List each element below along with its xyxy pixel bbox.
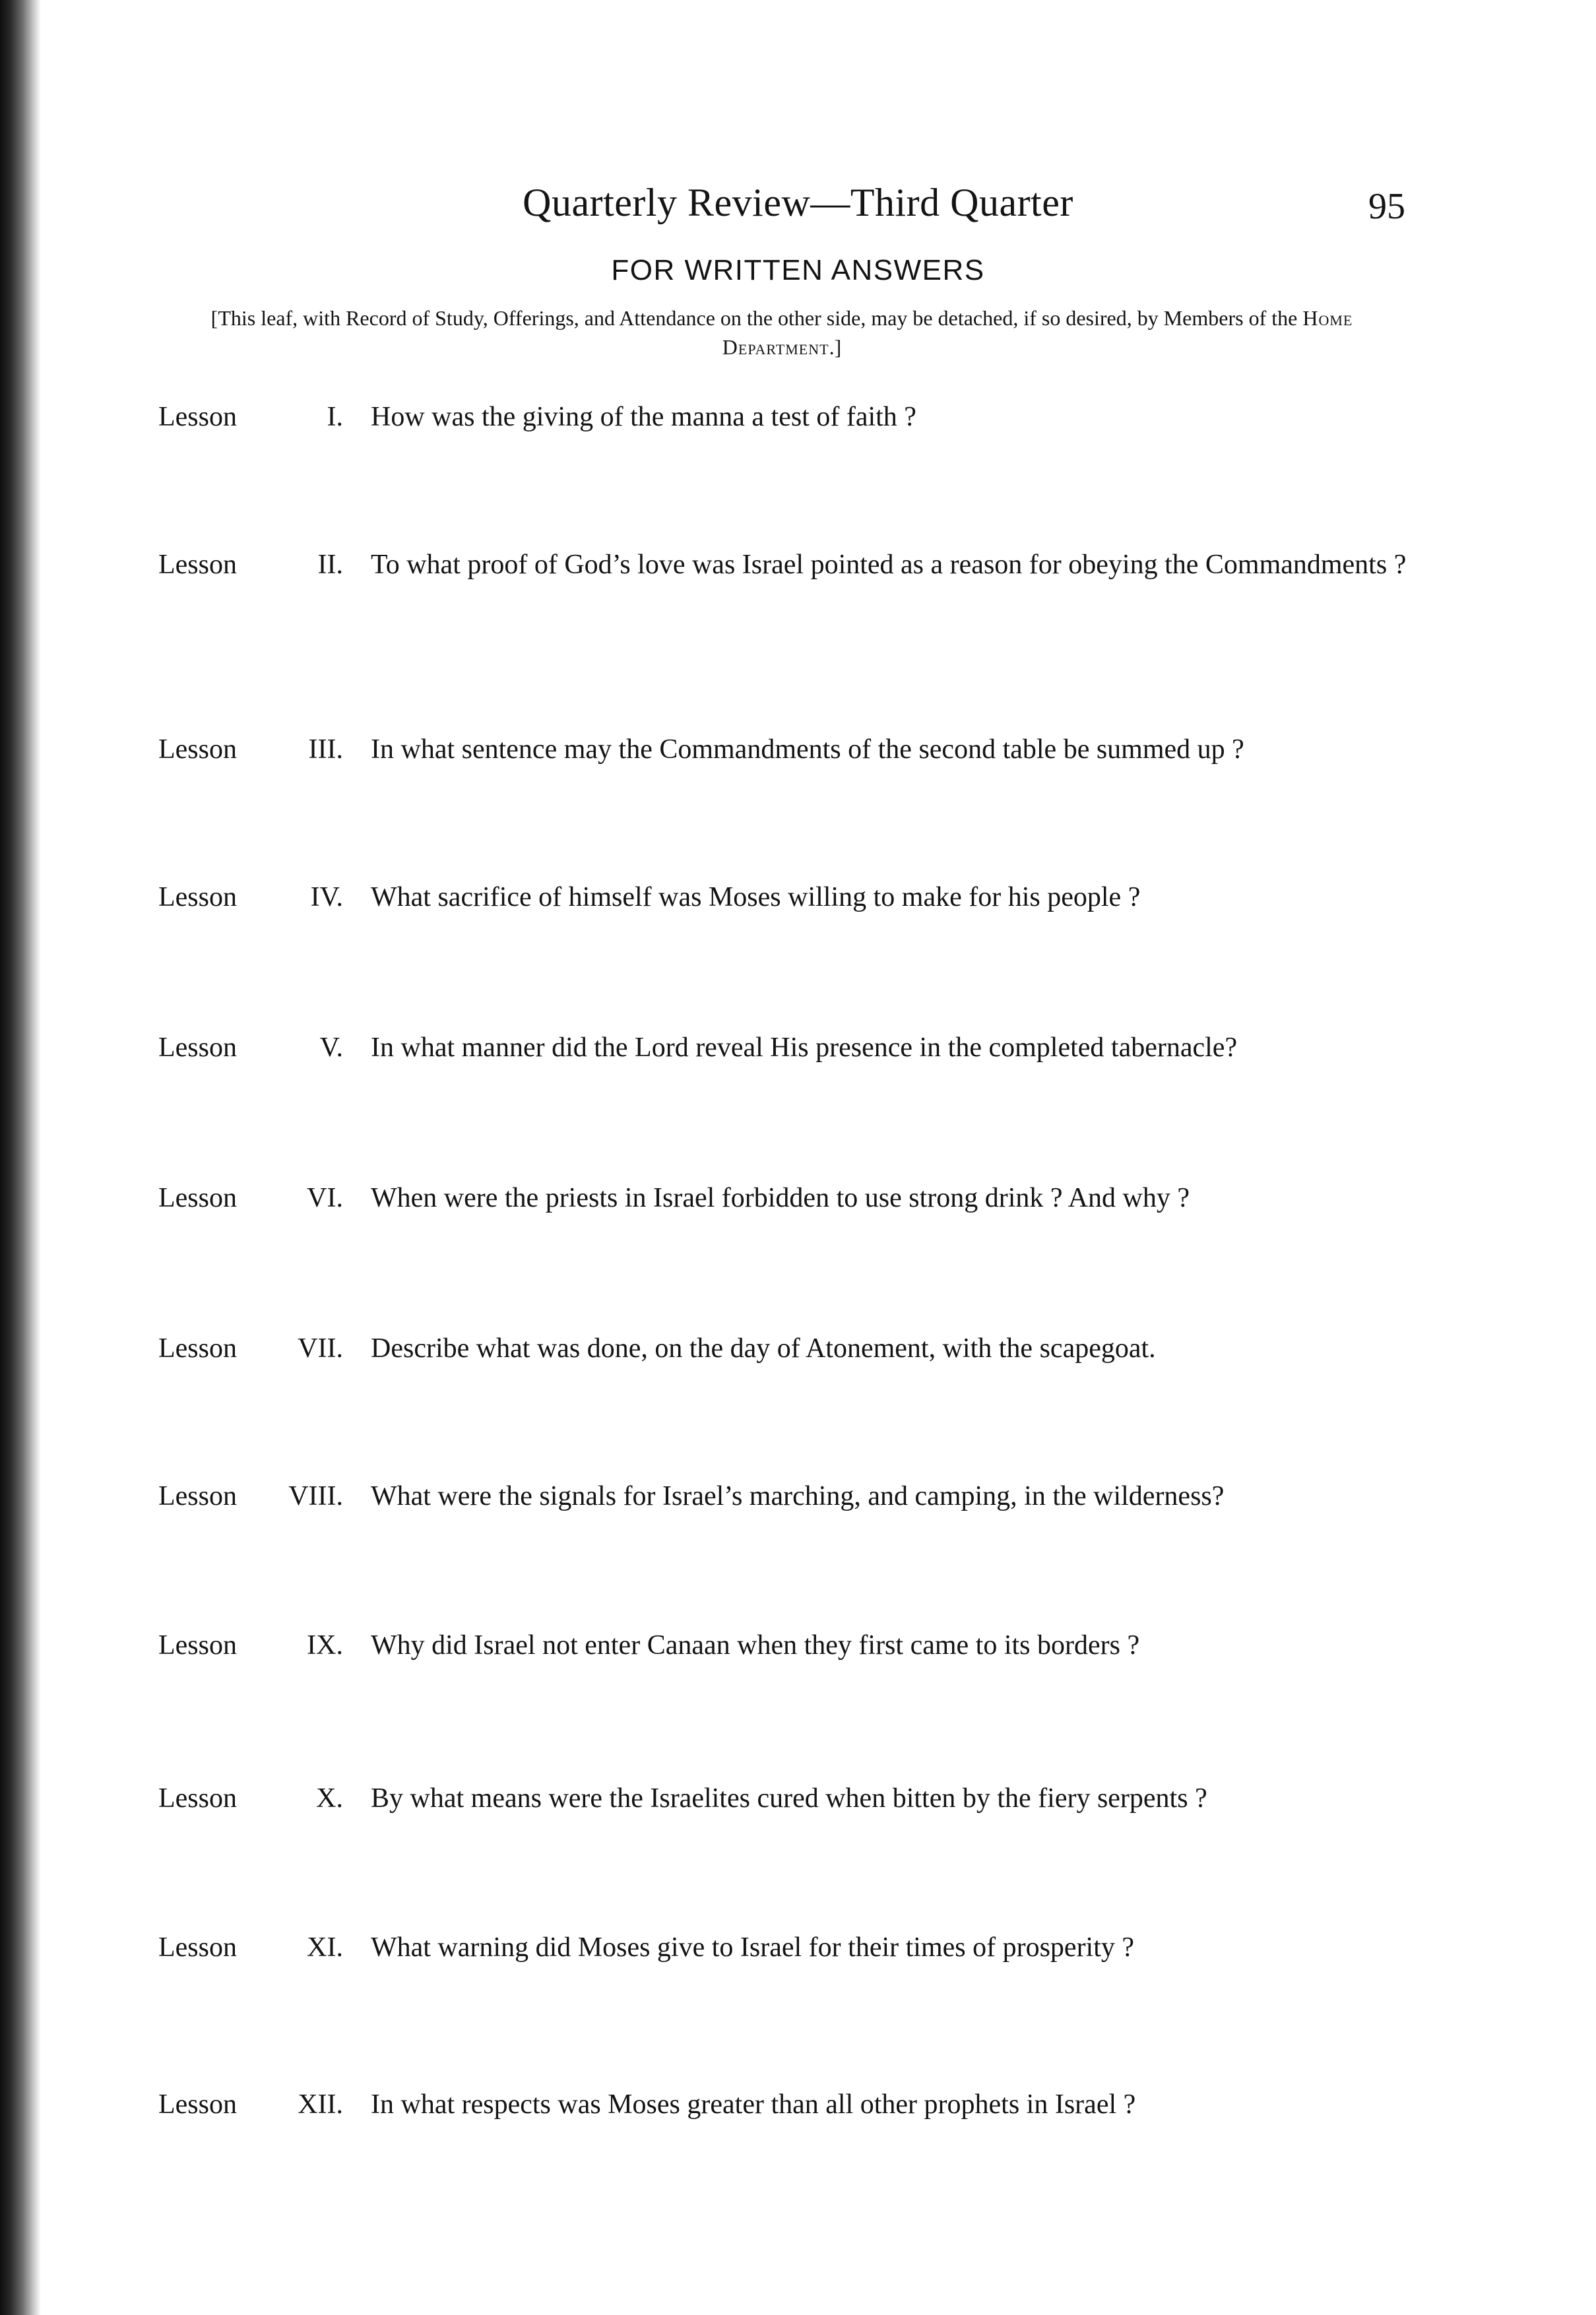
lesson-label: Lesson [158,734,237,765]
detach-note [178,303,1386,362]
lesson-number: XI. [307,1932,343,1963]
home-department-label: Home Department [722,306,1353,359]
lesson-number: VII. [298,1333,343,1364]
page-header [0,173,1596,232]
lesson-label: Lesson [158,1481,237,1511]
page-binding-edge [0,0,41,2315]
lesson-number: I. [327,402,343,432]
lesson-question: What were the signals for Israel’s marching, and camping, in the wilderness? [371,1481,1225,1511]
lesson-label: Lesson [158,1932,237,1963]
detach-note-end: .] [829,335,842,359]
lesson-question: What sacrifice of himself was Moses willing to make for his people ? [371,882,1141,912]
lesson-question: When were the priests in Israel forbidden to use strong drink ? And why ? [371,1183,1190,1213]
lesson-question: In what respects was Moses greater than all other prophets in Israel ? [371,2089,1136,2120]
lesson-number: IV. [310,882,343,912]
lesson-question: In what manner did the Lord reveal His presence in the completed tabernacle? [371,1032,1238,1063]
lesson-number: V. [319,1032,343,1063]
lesson-question: How was the giving of the manna a test of faith ? [371,402,916,432]
lesson-number: X. [316,1783,343,1814]
detach-note-text: [This leaf, with Record of Study, Offerings, and Attendance on the other side, may be detached, if so desired, by Members of the [210,306,1303,330]
section-heading: FOR WRITTEN ANSWERS [611,254,985,286]
lesson-label: Lesson [158,1630,237,1661]
lesson-label: Lesson [158,1183,237,1213]
lesson-question: In what sentence may the Commandments of the second table be summed up ? [371,734,1244,765]
lesson-label: Lesson [158,882,237,912]
lesson-label: Lesson [158,1333,237,1364]
lesson-question: What warning did Moses give to Israel for their times of prosperity ? [371,1932,1135,1963]
lesson-number: II. [317,550,343,580]
lesson-question: Why did Israel not enter Canaan when they first came to its borders ? [371,1630,1140,1661]
lesson-number: XII. [298,2089,343,2120]
lesson-label: Lesson [158,402,237,432]
lesson-label: Lesson [158,2089,237,2120]
lesson-number: VI. [307,1183,343,1213]
page-number: 95 [1368,186,1405,227]
page-title: Quarterly Review—Third Quarter [523,181,1073,224]
lesson-label: Lesson [158,1032,237,1063]
lesson-question: To what proof of God’s love was Israel pointed as a reason for obeying the Commandments ? [371,550,1407,580]
lesson-number: III. [308,734,343,765]
lesson-number: VIII. [288,1481,343,1511]
lesson-number: IX. [307,1630,343,1661]
lesson-label: Lesson [158,550,237,580]
lesson-question: Describe what was done, on the day of Atonement, with the scapegoat. [371,1333,1156,1364]
lesson-question: By what means were the Israelites cured when bitten by the fiery serpents ? [371,1783,1207,1814]
lesson-label: Lesson [158,1783,237,1814]
